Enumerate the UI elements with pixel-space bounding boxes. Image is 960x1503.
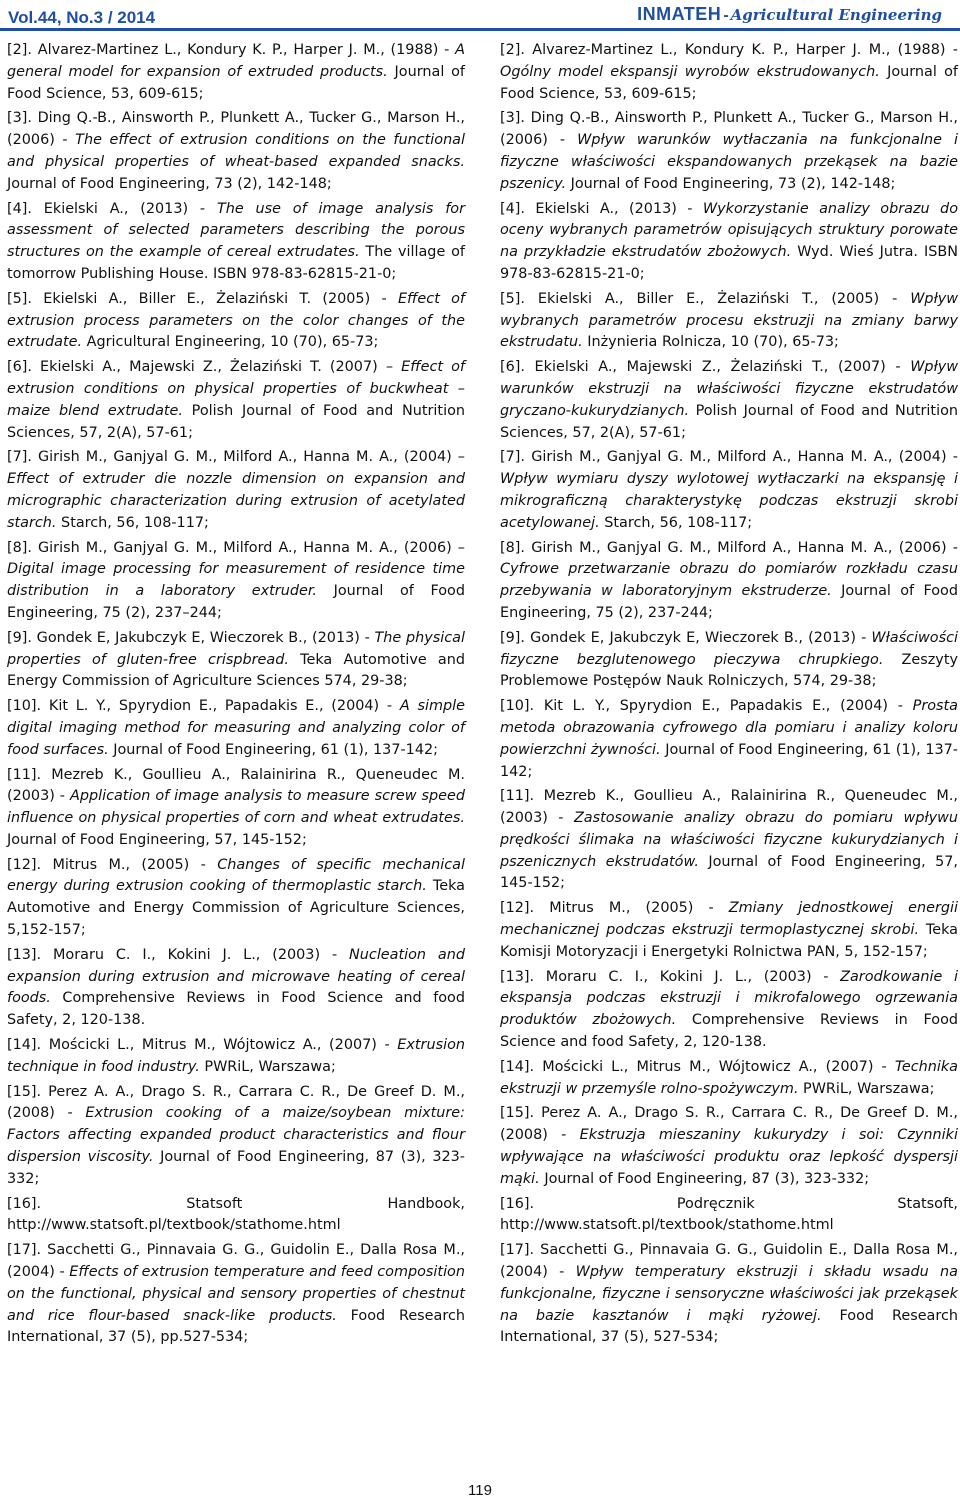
reference-entry: [7, 108, 465, 195]
reference-source: Starch, 56, 108-117;: [56, 514, 209, 531]
reference-authors: [14]. Mościcki L., Mitrus M., Wójtowicz A., (2007) -: [500, 1058, 895, 1075]
reference-title: A simple digital imaging method for measuring and analyzing color of food surfaces.: [7, 698, 466, 758]
reference-title: Wpływ wymiaru dyszy wylotowej wytłaczarki na ekspansję i mikrograficzną charakterystykę podczas ekstruzji skrobi acetylowanej.: [500, 471, 958, 531]
reference-title: Changes of specific mechanical energy during extrusion cooking of thermoplastic starch.: [7, 856, 465, 895]
reference-title: Właściwości fizyczne bezglutenowego pieczywa chrupkiego.: [500, 629, 958, 668]
reference-source: Teka Automotive and Energy Commission of Agriculture Sciences 574, 29-38;: [7, 651, 465, 690]
reference-entry: [500, 538, 958, 625]
references-polish-column: [500, 40, 958, 1352]
reference-entry: [500, 199, 958, 286]
reference-authors: [5]. Ekielski A., Biller E., Żelaziński T. (2005) -: [7, 290, 398, 307]
reference-title: Wpływ warunków ekstruzji na właściwości fizyczne ekstrudatów gryczano-kukurydzianych.: [500, 359, 958, 419]
reference-authors: [9]. Gondek E, Jakubczyk E, Wieczorek B., (2013) -: [500, 629, 872, 646]
reference-title: Effects of extrusion temperature and feed composition on the functional, physical and sensory properties of chestnut and rice flour-based snack-like products.: [7, 1264, 465, 1324]
reference-title: Effect of extrusion conditions on physical properties of buckwheat –maize blend extrudate.: [7, 359, 465, 419]
reference-authors: [3]. Ding Q.-B., Ainsworth P., Plunkett A., Tucker G., Marson H., (2006) -: [7, 110, 465, 149]
reference-title: Zmiany jednostkowej energii mechanicznej podczas ekstruzji termoplastycznej skrobi.: [500, 900, 959, 939]
reference-authors: [3]. Ding Q.-B., Ainsworth P., Plunkett A., Tucker G., Marson H., (2006) -: [500, 110, 958, 149]
reference-source: Inżynieria Rolnicza, 10 (70), 65-73;: [582, 334, 839, 351]
reference-source: Agricultural Engineering, 10 (70), 65-73;: [82, 334, 379, 351]
reference-source: Journal of Food Engineering, 73 (2), 142-148;: [7, 175, 332, 192]
reference-entry: [7, 855, 465, 942]
reference-title: Ekstruzja mieszaniny kukurydzy i soi: Czynniki wpływające na właściwości produktu oraz lepkość dyspersji mąki.: [500, 1127, 958, 1187]
reference-entry: [7, 765, 465, 852]
reference-source: Journal of Food Engineering, 57, 145-152;: [500, 853, 959, 892]
reference-entry: [500, 447, 958, 534]
reference-authors: [15]. Perez A. A., Drago S. R., Carrara C. R., De Greef D. M., (2008) -: [7, 1083, 465, 1122]
reference-title: A general model for expansion of extruded products.: [7, 42, 465, 80]
reference-source: Journal of Food Engineering, 75 (2), 237-244;: [500, 583, 958, 621]
reference-authors: [4]. Ekielski A., (2013) -: [500, 200, 703, 217]
reference-title: Zastosowanie analizy obrazu do pomiaru wpływu prędkości ślimaka na właściwości fizyczne kukurydzianych i pszenicznych ekstrudatów.: [500, 810, 958, 870]
header-rule: [0, 28, 960, 31]
reference-entry: [7, 538, 465, 625]
reference-entry: [500, 898, 958, 963]
reference-title: Digital image processing for measurement of residence time distribution in a laboratory extruder.: [7, 561, 465, 600]
reference-title: Extrusion technique in food industry.: [7, 1037, 465, 1075]
reference-authors: [12]. Mitrus M., (2005) -: [7, 856, 218, 873]
reference-title: Cyfrowe przetwarzanie obrazu do pomiarów rozkładu czasu przebywania w laboratoryjnym ekstruderze.: [500, 561, 958, 600]
reference-entry: [500, 1240, 958, 1349]
reference-source: The village of tomorrow Publishing House. ISBN 978-83-62815-21-0;: [7, 244, 465, 282]
reference-entry: [7, 199, 465, 286]
reference-source: Comprehensive Reviews in Food Science and food Safety, 2, 120-138.: [500, 1012, 959, 1051]
reference-entry: [7, 945, 465, 1032]
reference-source: Journal of Food Engineering, 61 (1), 137-142;: [500, 741, 958, 780]
reference-authors: [4]. Ekielski A., (2013) -: [7, 200, 217, 217]
reference-entry: [500, 967, 958, 1054]
reference-source: Journal of Food Engineering, 87 (3), 323-332;: [7, 1149, 465, 1187]
reference-entry: [500, 786, 958, 895]
reference-source: Teka Automotive and Energy Commission of Agriculture Sciences, 5,152-157;: [7, 878, 466, 939]
reference-authors: [14]. Mościcki L., Mitrus M., Wójtowicz A., (2007) -: [7, 1037, 398, 1054]
page-number: 119: [468, 1482, 492, 1499]
reference-entry: [500, 289, 958, 354]
reference-entry: [500, 1103, 958, 1190]
reference-authors: [12]. Mitrus M., (2005) -: [500, 900, 729, 917]
reference-authors: [15]. Perez A. A., Drago S. R., Carrara C. R., De Greef D. M., (2008) -: [500, 1105, 958, 1144]
reference-source: Wyd. Wieś Jutra. ISBN 978-83-62815-21-0;: [500, 244, 959, 282]
reference-title: Wpływ warunków wytłaczania na funkcjonalne i fizyczne właściwości ekspandowanych przekąsek na bazie pszenicy.: [500, 132, 958, 192]
reference-title: Wpływ temperatury ekstruzji i składu wsadu na funkcjonalne, fizyczne i sensoryczne właściwości jak przekąsek na bazie kasztanów i mąki ryżowej.: [500, 1264, 958, 1324]
reference-entry: [500, 696, 958, 783]
reference-source: Journal of Food Engineering, 57, 145-152;: [7, 831, 307, 848]
reference-title: The effect of extrusion conditions on the functional and physical properties of wheat-based expanded snacks.: [7, 132, 466, 170]
logo-separator: -: [723, 7, 729, 24]
reference-title: Nucleation and expansion during extrusion and microwave heating of cereal foods.: [7, 946, 465, 1007]
reference-authors: [9]. Gondek E, Jakubczyk E, Wieczorek B., (2013) -: [7, 629, 375, 646]
reference-title: The use of image analysis for assessment of selected parameters describing the porous structures on the example of cereal extrudates.: [7, 200, 465, 261]
reference-authors: [16]. Statsoft Handbook, http://www.statsoft.pl/textbook/stathome.html: [7, 1195, 465, 1234]
reference-title: Wpływ wybranych parametrów procesu ekstruzji na zmiany barwy ekstrudatu.: [500, 290, 958, 351]
reference-entry: [500, 357, 958, 444]
reference-entry: [7, 1194, 465, 1238]
reference-entry: [7, 1035, 465, 1079]
reference-authors: [11]. Mezreb K., Goullieu A., Ralainirina R., Queneudec M. (2003) -: [7, 766, 465, 805]
reference-source: Zeszyty Problemowe Postępów Nauk Rolniczych, 574, 29-38;: [500, 651, 958, 690]
reference-authors: [2]. Alvarez-Martinez L., Kondury K. P., Harper J. M., (1988) -: [7, 42, 456, 58]
reference-entry: [500, 1194, 958, 1238]
reference-authors: [2]. Alvarez-Martinez L., Kondury K. P., Harper J. M., (1988) -: [500, 42, 958, 58]
reference-source: Polish Journal of Food and Nutrition Sciences, 57, 2(A), 57-61;: [500, 402, 958, 441]
reference-entry: [7, 357, 465, 444]
reference-authors: [7]. Girish M., Ganjyal G. M., Milford A., Hanna M. A., (2004) –: [7, 449, 465, 466]
reference-entry: [7, 447, 465, 534]
reference-authors: [7]. Girish M., Ganjyal G. M., Milford A., Hanna M. A., (2004) -: [500, 449, 958, 466]
reference-source: Journal of Food Engineering, 73 (2), 142-148;: [566, 175, 896, 192]
reference-source: Journal of Food Science, 53, 609-615;: [7, 63, 465, 102]
reference-source: Food Research International, 37 (5), pp.527-534;: [7, 1307, 465, 1346]
reference-entry: [500, 1057, 958, 1101]
reference-title: Extrusion cooking of a maize/soybean mixture: Factors affecting expanded product characteristics and flour dispersion viscosity.: [7, 1105, 465, 1166]
reference-authors: [8]. Girish M., Ganjyal G. M., Milford A., Hanna M. A., (2006) -: [500, 539, 958, 556]
reference-source: PWRiL, Warszawa;: [798, 1080, 935, 1097]
reference-entry: [500, 628, 958, 693]
reference-title: Technika ekstruzji w przemyśle rolno-spożywczym.: [500, 1058, 958, 1097]
reference-authors: [11]. Mezreb K., Goullieu A., Ralainirina R., Queneudec M., (2003) -: [500, 788, 958, 827]
reference-entry: [7, 1082, 465, 1191]
reference-entry: [7, 696, 465, 761]
reference-entry: [7, 40, 465, 105]
reference-title: The physical properties of gluten-free crispbread.: [7, 629, 465, 668]
journal-volume: Vol.44, No.3 / 2014: [8, 8, 156, 27]
logo-main: INMATEH: [637, 4, 722, 24]
reference-authors: [6]. Ekielski A., Majewski Z., Żelaziński T. (2007) –: [7, 359, 402, 376]
reference-title: Prosta metoda obrazowania cyfrowego dla pomiaru i analizy koloru powierzchni żywności.: [500, 698, 958, 758]
reference-authors: [8]. Girish M., Ganjyal G. M., Milford A., Hanna M. A., (2006) –: [7, 539, 465, 556]
reference-title: Effect of extrusion process parameters on the color changes of the extrudate.: [7, 290, 465, 351]
reference-authors: [6]. Ekielski A., Majewski Z., Żelaziński T., (2007) -: [500, 359, 911, 376]
reference-source: Food Research International, 37 (5), 527-534;: [500, 1307, 958, 1346]
reference-source: Starch, 56, 108-117;: [599, 514, 753, 531]
reference-title: Effect of extruder die nozzle dimension on expansion and micrographic characterization during extrusion of acetylated starch.: [7, 471, 465, 531]
reference-entry: [500, 108, 958, 195]
reference-authors: [10]. Kit L. Y., Spyrydion E., Papadakis E., (2004) -: [500, 698, 913, 715]
reference-source: Journal of Food Engineering, 61 (1), 137-142;: [108, 741, 438, 758]
reference-authors: [16]. Podręcznik Statsoft, http://www.statsoft.pl/textbook/stathome.html: [500, 1195, 958, 1234]
reference-title: Ogólny model ekspansji wyrobów ekstrudowanych.: [500, 63, 880, 80]
reference-source: Polish Journal of Food and Nutrition Sciences, 57, 2(A), 57-61;: [7, 402, 465, 441]
reference-source: Journal of Food Engineering, 87 (3), 323-332;: [539, 1170, 870, 1187]
reference-authors: [10]. Kit L. Y., Spyrydion E., Papadakis E., (2004) -: [7, 698, 400, 715]
reference-entry: [7, 628, 465, 693]
logo-subtitle: Agricultural Engineering: [730, 6, 942, 24]
reference-entry: [7, 1240, 465, 1349]
reference-entry: [7, 289, 465, 354]
reference-authors: [5]. Ekielski A., Biller E., Żelaziński T., (2005) -: [500, 290, 911, 307]
reference-source: PWRiL, Warszawa;: [199, 1058, 336, 1075]
journal-logo: [637, 4, 942, 25]
reference-source: Comprehensive Reviews in Food Science and food Safety, 2, 120-138.: [7, 990, 465, 1029]
reference-entry: [500, 40, 958, 105]
reference-title: Zarodkowanie i ekspansja podczas ekstruzji i mikrofalowego ogrzewania produktów zbożowych.: [500, 968, 959, 1029]
reference-authors: [17]. Sacchetti G., Pinnavaia G. G., Guidolin E., Dalla Rosa M., (2004) -: [500, 1242, 958, 1281]
reference-authors: [17]. Sacchetti G., Pinnavaia G. G., Guidolin E., Dalla Rosa M., (2004) -: [7, 1242, 465, 1281]
reference-source: Journal of Food Engineering, 75 (2), 237–244;: [7, 583, 465, 621]
reference-title: Application of image analysis to measure screw speed influence on physical properties of corn and wheat extrudates.: [7, 788, 465, 827]
reference-title: Wykorzystanie analizy obrazu do oceny wybranych parametrów opisujących struktury porowate na przykładzie ekstrudatów zbożowych.: [500, 200, 958, 261]
reference-source: Journal of Food Science, 53, 609-615;: [500, 63, 958, 102]
reference-authors: [13]. Moraru C. I., Kokini J. L., (2003) -: [500, 968, 841, 985]
reference-source: Teka Komisji Motoryzacji i Energetyki Rolnictwa PAN, 5, 152-157;: [500, 922, 959, 960]
references-english-column: [7, 40, 465, 1352]
reference-authors: [13]. Moraru C. I., Kokini J. L., (2003) -: [7, 946, 350, 963]
